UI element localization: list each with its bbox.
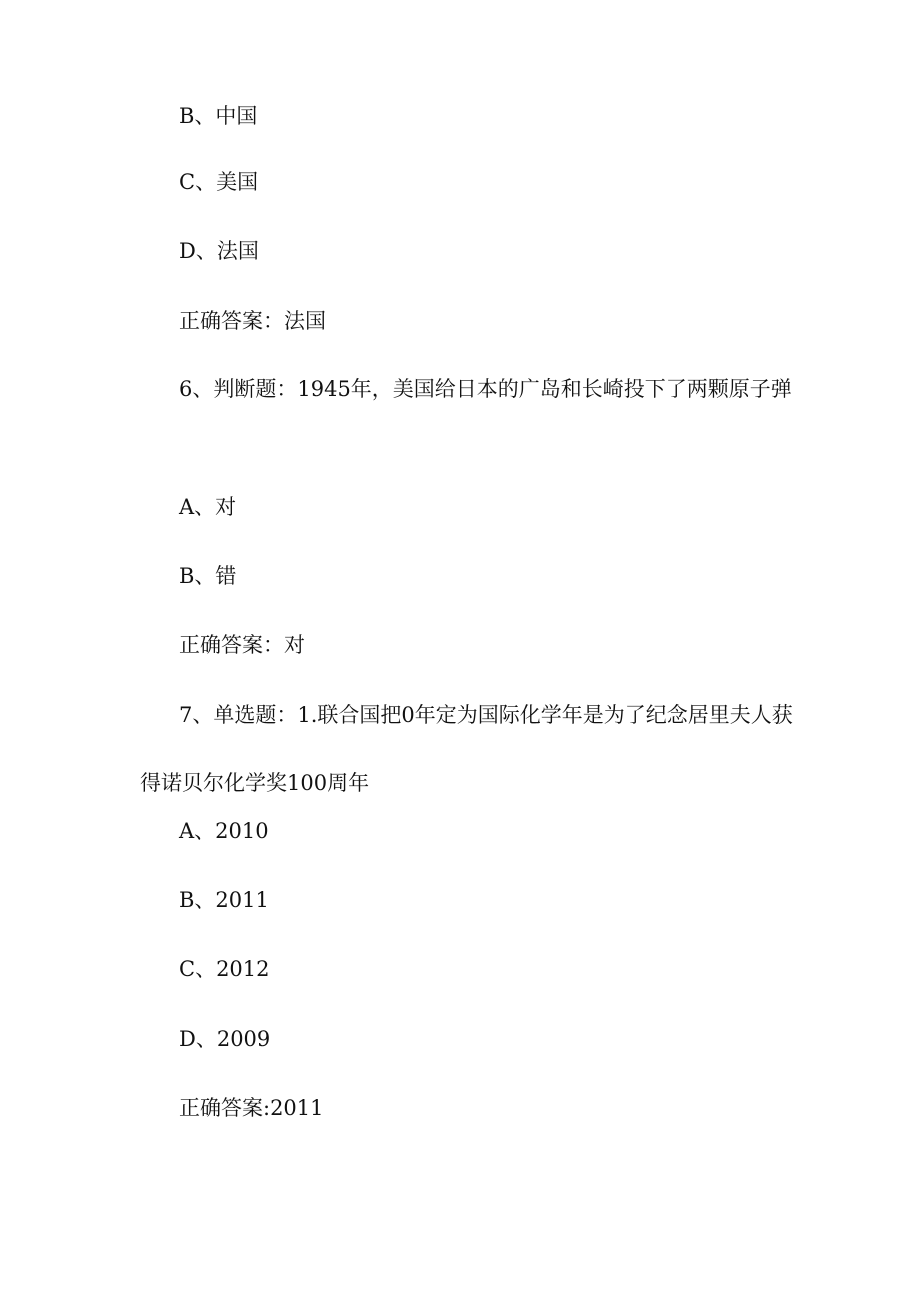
q5-option-b: B、中国 — [179, 104, 258, 128]
q7-option-c: C、2012 — [179, 957, 270, 981]
q7-option-d: D、2009 — [179, 1027, 271, 1051]
q5-option-d: D、法国 — [179, 239, 259, 263]
q5-answer: 正确答案：法国 — [179, 309, 326, 333]
q6-answer: 正确答案：对 — [179, 633, 305, 657]
q6-question: 6、判断题：1945年，美国给日本的广岛和长崎投下了两颗原子弹 — [179, 377, 792, 401]
q7-option-a: A、2010 — [179, 819, 269, 843]
q7-answer: 正确答案:2011 — [179, 1096, 324, 1120]
q6-option-b: B、错 — [179, 564, 237, 588]
q5-option-c: C、美国 — [179, 170, 259, 194]
q6-option-a: A、对 — [179, 495, 237, 519]
q7-option-b: B、2011 — [179, 888, 269, 912]
q7-question: 7、单选题：1.联合国把0年定为国际化学年是为了纪念居里夫人获得诺贝尔化学奖100周年 — [140, 703, 793, 795]
